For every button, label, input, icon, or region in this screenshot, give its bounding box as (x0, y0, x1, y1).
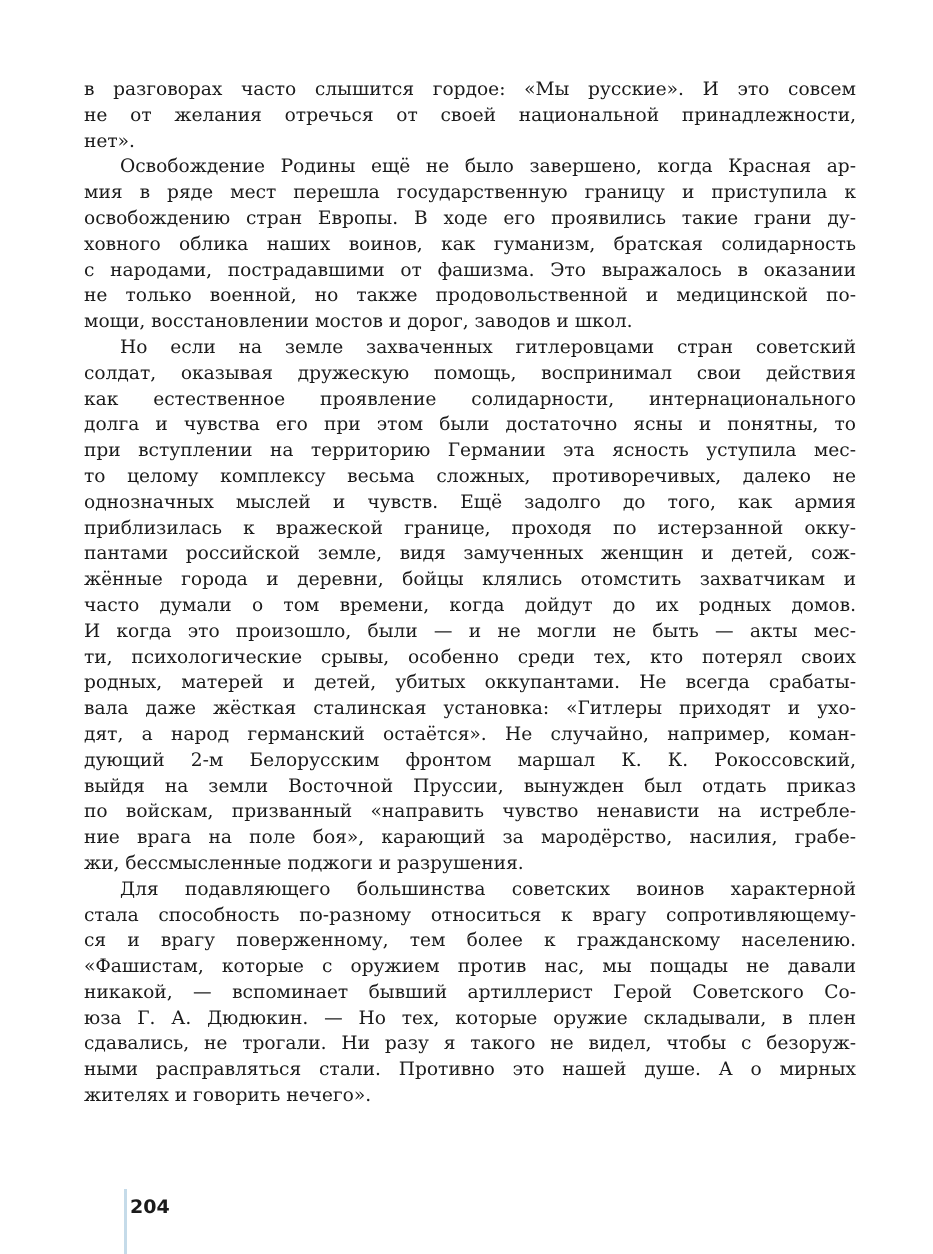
text-line: как естественное проявление солидарности, интернационального (84, 388, 856, 410)
text-line: часто думали о том времени, когда дойдут до их родных домов. (84, 594, 856, 616)
text-line: «Фашистам, которые с оружием против нас, мы пощады не давали (84, 956, 856, 978)
text-line: ние врага на поле боя», карающий за мародёрство, насилия, грабе- (84, 827, 856, 849)
text-line: не от желания отречься от своей национальной принадлежности, (84, 104, 856, 126)
text-line: при вступлении на территорию Германии эта ясность уступила мес- (84, 440, 856, 462)
text-line: не только военной, но также продовольственной и медицинской по- (84, 285, 856, 307)
text-line: жи, бессмысленные поджоги и разрушения. (84, 852, 524, 874)
text-line: дят, а народ германский остаётся». Не случайно, например, коман- (84, 723, 856, 745)
text-line: никакой, — вспоминает бывший артиллерист Герой Советского Со- (84, 981, 856, 1003)
text-line: то целому комплексу весьма сложных, противоречивых, далеко не (84, 465, 856, 487)
text-line: вала даже жёсткая сталинская установка: «Гитлеры приходят и ухо- (84, 698, 856, 720)
text-line: выйдя на земли Восточной Пруссии, вынужден был отдать приказ (84, 775, 856, 797)
text-line: юза Г. А. Дюдюкин. — Но тех, которые оружие складывали, в плен (84, 1007, 856, 1029)
text-line: в разговорах часто слышится гордое: «Мы русские». И это совсем (84, 79, 856, 100)
text-line: Освобождение Родины ещё не было завершено, когда Красная ар- (120, 156, 856, 178)
text-line: жённые города и деревни, бойцы клялись отомстить захватчикам и (84, 569, 856, 591)
paragraph (84, 877, 856, 1109)
page-number-marker (124, 1189, 127, 1254)
text-line: освобождению стран Европы. В ходе его проявились такие грани ду- (84, 207, 856, 229)
text-line: жителях и говорить нечего». (84, 1085, 372, 1107)
paragraph (84, 335, 856, 877)
text-line: ти, психологические срывы, особенно среди тех, кто потерял своих (84, 646, 856, 668)
text-line: нет». (84, 130, 135, 152)
text-line: солдат, оказывая дружескую помощь, воспринимал свои действия (84, 362, 856, 384)
text-line: родных, матерей и детей, убитых оккупантами. Не всегда срабаты- (84, 672, 856, 694)
text-line: Для подавляющего большинства советских воинов характерной (120, 878, 856, 900)
text-line: приблизилась к вражеской границе, проходя по истерзанной окку- (84, 517, 856, 539)
text-line: стала способность по-разному относиться к врагу сопротивляющему- (84, 904, 856, 926)
page-body (84, 77, 856, 1109)
text-line: однозначных мыслей и чувств. Ещё задолго до того, как армия (84, 491, 856, 513)
text-line: ными расправляться стали. Противно это нашей душе. А о мирных (84, 1059, 856, 1081)
text-line: И когда это произошло, были — и не могли не быть — акты мес- (84, 620, 856, 642)
text-line: мия в ряде мест перешла государственную границу и приступила к (84, 182, 856, 204)
page-number: 204 (130, 1196, 170, 1218)
text-line: Но если на земле захваченных гитлеровцами стран советский (120, 336, 856, 358)
text-line: ховного облика наших воинов, как гуманизм, братская солидарность (84, 233, 856, 255)
text-line: дующий 2-м Белорусским фронтом маршал К. К. Рокоссовский, (84, 749, 856, 771)
text-line: с народами, пострадавшими от фашизма. Это выражалось в оказании (84, 259, 856, 281)
text-line: сдавались, не трогали. Ни разу я такого не видел, чтобы с безоруж- (84, 1033, 856, 1055)
text-line: пантами российской земле, видя замученных женщин и детей, сож- (84, 543, 856, 565)
paragraph (84, 77, 856, 154)
paragraph (84, 154, 856, 335)
text-line: по войскам, призванный «направить чувство ненависти на истребле- (84, 801, 856, 823)
text-line: мощи, восстановлении мостов и дорог, заводов и школ. (84, 311, 633, 333)
text-line: долга и чувства его при этом были достаточно ясны и понятны, то (84, 414, 856, 436)
text-line: ся и врагу поверженному, тем более к гражданскому населению. (84, 930, 856, 952)
